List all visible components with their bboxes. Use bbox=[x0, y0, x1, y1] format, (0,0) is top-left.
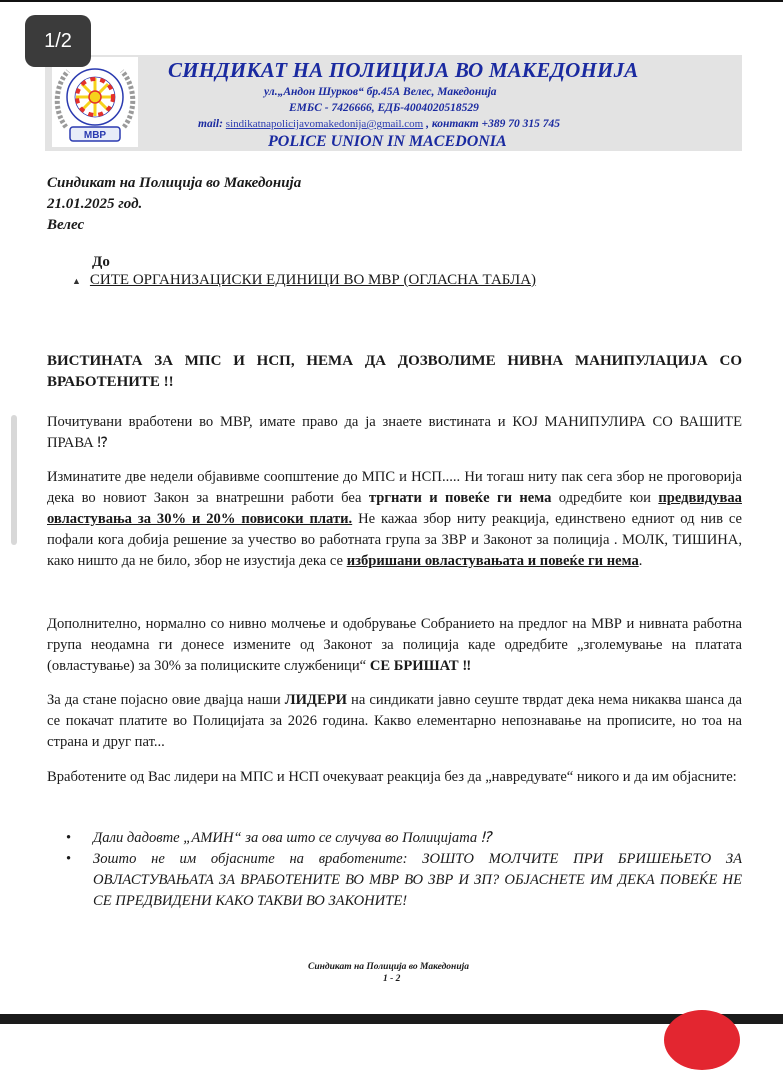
triangle-bullet-icon: ▲ bbox=[72, 275, 81, 286]
bold-text: ЛИДЕРИ bbox=[284, 692, 347, 708]
letterhead-contact-line bbox=[198, 118, 560, 130]
question-list bbox=[66, 828, 742, 912]
recipient-name: СИТЕ ОРГАНИЗАЦИСКИ ЕДИНИЦИ ВО МВР (ОГЛАСНА ТАБЛА) bbox=[89, 272, 537, 288]
letterhead-title-english: POLICE UNION IN MACEDONIA bbox=[268, 133, 507, 150]
viewer-bottom-bar bbox=[0, 1014, 783, 1024]
mail-label: mail: bbox=[198, 118, 223, 130]
footer-page-number: 1 - 2 bbox=[383, 974, 401, 984]
email-link[interactable]: sindikatnapolicijavomakedonija@gmail.com bbox=[225, 118, 424, 130]
headline: ВИСТИНАТА ЗА МПС И НСП, НЕМА ДА ДОЗВОЛИМЕ НИВНА МАНИПУЛАЦИЈА СО ВРАБОТЕНИТЕ !! bbox=[47, 353, 742, 390]
bold-text: СЕ БРИШАТ ‼ bbox=[369, 658, 472, 674]
letterhead-registration-ids: ЕМБС - 7426666, ЕДБ-4004020518529 bbox=[289, 102, 479, 114]
recipient-line bbox=[72, 272, 536, 289]
paragraph-law-changes bbox=[47, 614, 742, 677]
letter-date: 21.01.2025 год. bbox=[47, 196, 143, 212]
page-counter-text: 1/2 bbox=[44, 29, 72, 52]
sender-city: Велес bbox=[47, 217, 85, 233]
union-emblem-icon bbox=[52, 57, 138, 147]
sender-org: Синдикат на Полиција во Македонија bbox=[47, 175, 302, 191]
list-item-text: Дали дадовте „АМИН“ за ова што се случува во Полицијата ⁉ bbox=[93, 830, 492, 846]
text-run: Не кажаа збор ниту реакција, единствено едниот од нив се пофали кога добија решение за учество во работната група за ЗВР и Законот за полиција . МОЛК, ТИШИНА, како ништо да не било, збор не изустија дека се bbox=[47, 511, 742, 569]
contact-phone: , контакт +389 70 315 745 bbox=[426, 118, 560, 130]
footer-org: Синдикат на Полиција во Македонија bbox=[308, 962, 470, 972]
text-run: одредбите кои bbox=[551, 490, 659, 506]
list-item bbox=[66, 828, 742, 849]
viewer-top-bar bbox=[0, 0, 783, 2]
floating-action-button[interactable] bbox=[664, 1010, 740, 1070]
page-counter-badge bbox=[25, 15, 91, 67]
paragraph-greeting: Почитувани вработени во МВР, имате право да ја знаете вистината и КОЈ МАНИПУЛИРА СО ВАШИТЕ ПРАВА ⁉ bbox=[47, 414, 742, 451]
paragraph-leaders bbox=[47, 690, 742, 753]
text-run: на синдикати јавно сеуште тврдат дека нема никаква шанса да се покачат платите во Полицијата за 2026 година. Какво елементарно непознавање на прописите, но тоа на страна и друг пат... bbox=[47, 692, 742, 750]
bullet-icon: • bbox=[66, 830, 72, 846]
text-run: . bbox=[638, 553, 643, 569]
list-item-text: Зошто не им објасните на вработените: ЗОШТО МОЛЧИТЕ ПРИ БРИШЕЊЕТО ЗА ОВЛАСТУВАЊАТА ЗА ВРАБОТЕНИТЕ ВО МВР ВО ЗВР И ЗП? ОБЈАСНЕТЕ ИМ ДЕКА ПОВЕЌЕ НЕ СЕ ПРЕДВИДЕНИ КАКО ТАКВИ ВО ЗАКОНИТЕ! bbox=[93, 851, 742, 909]
text-run: За да стане појасно овие двајца наши bbox=[47, 692, 285, 708]
list-item bbox=[66, 849, 742, 912]
bullet-icon: • bbox=[66, 851, 72, 867]
text-run: Дополнително, нормално со нивно молчење и одобрување Собранието на предлог на МВР и нивната работна група неодамна ги донесе измените од Законот за полиција каде одредбите „зголемување на платата (овластување) за 30% за полициските службеници“ bbox=[47, 616, 742, 674]
union-logo bbox=[52, 57, 138, 147]
sender-block bbox=[47, 173, 301, 236]
bold-underlined-text: избришани овластувањата и повеќе ги нема bbox=[346, 553, 639, 569]
paragraph-announcement bbox=[47, 467, 742, 572]
vertical-scrollbar[interactable] bbox=[11, 415, 17, 545]
letterhead-title: СИНДИКАТ НА ПОЛИЦИЈА ВО МАКЕДОНИЈА bbox=[168, 58, 639, 82]
text-run: Изминатите две недели објавивме соопштение до МПС и НСП..... Ни тогаш ниту пак сега збор не проговорија дека во новиот Закон за внатрешни работи беа bbox=[47, 469, 742, 506]
bold-underlined-text: предвидуваа овластувања за 30% и 20% повисоки плати. bbox=[47, 490, 742, 527]
paragraph-expectations: Вработените од Вас лидери на МПС и НСП очекуваат реакција без да „навредувате“ никого и да им објасните: bbox=[47, 769, 737, 785]
recipient-label: До bbox=[92, 254, 110, 270]
logo-ribbon-text: МВР bbox=[83, 130, 107, 141]
letterhead-address: ул.„Андон Шурков“ бр.45А Велес, Македонија bbox=[264, 86, 497, 98]
bold-text: тргнати и повеќе ги нема bbox=[368, 490, 552, 506]
